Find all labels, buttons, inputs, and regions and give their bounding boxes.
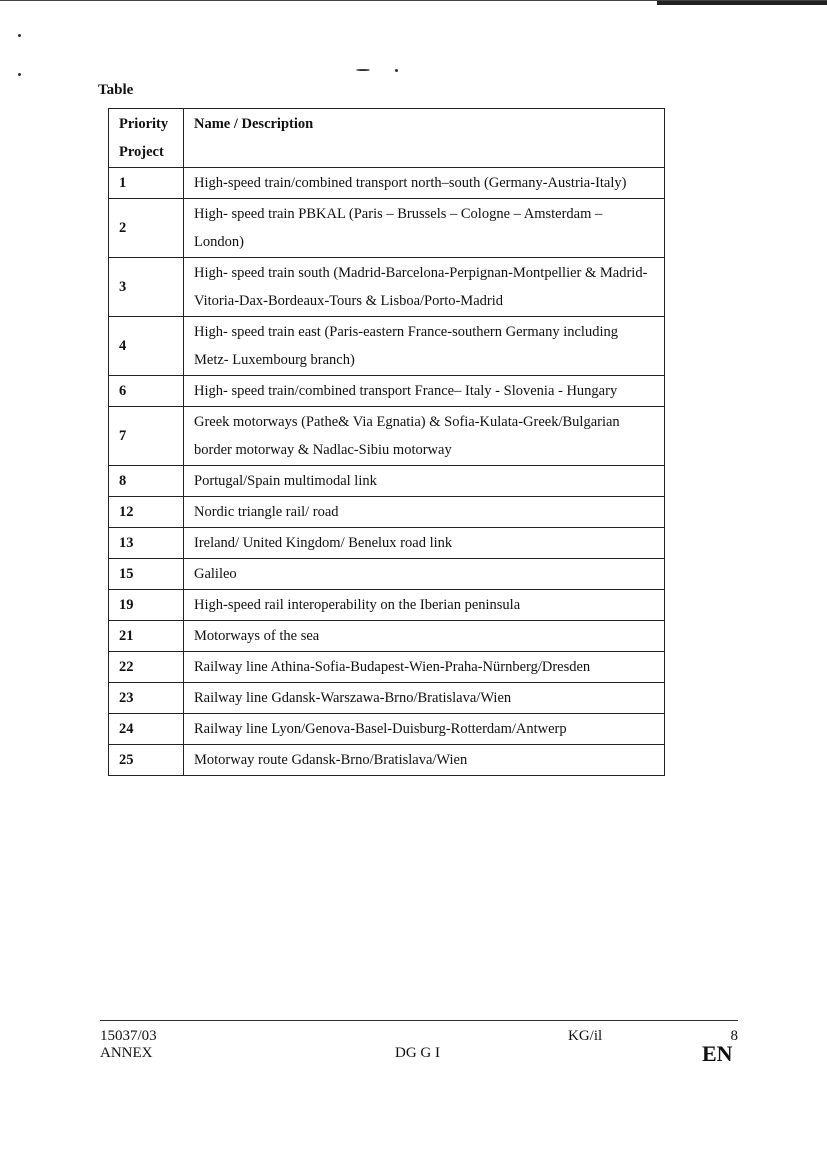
table-row bbox=[109, 683, 665, 714]
project-description: Greek motorways (Pathe& Via Egnatia) & Sofia-Kulata-Greek/Bulgarian border motorway & Nadlac-Sibiu motorway bbox=[184, 407, 665, 466]
priority-number: 19 bbox=[109, 590, 184, 621]
table-row bbox=[109, 466, 665, 497]
project-description: High-speed train/combined transport north–south (Germany-Austria-Italy) bbox=[184, 168, 665, 199]
priority-number: 23 bbox=[109, 683, 184, 714]
project-description: Motorways of the sea bbox=[184, 621, 665, 652]
priority-number: 7 bbox=[109, 407, 184, 466]
language-code: EN bbox=[702, 1041, 733, 1066]
table-body bbox=[109, 168, 665, 776]
priority-number: 21 bbox=[109, 621, 184, 652]
table-row bbox=[109, 317, 665, 376]
priority-number: 1 bbox=[109, 168, 184, 199]
priority-number: 3 bbox=[109, 258, 184, 317]
table-row bbox=[109, 559, 665, 590]
priority-number: 15 bbox=[109, 559, 184, 590]
priority-number: 2 bbox=[109, 199, 184, 258]
table-row bbox=[109, 258, 665, 317]
project-description: High- speed train south (Madrid-Barcelona-Perpignan-Montpellier & Madrid-Vitoria-Dax-Bordeaux-Tours & Lisboa/Porto-Madrid bbox=[184, 258, 665, 317]
table-row bbox=[109, 497, 665, 528]
table-heading: Table bbox=[98, 82, 134, 98]
project-description: Railway line Lyon/Genova-Basel-Duisburg-Rotterdam/Antwerp bbox=[184, 714, 665, 745]
project-description: High- speed train/combined transport France– Italy - Slovenia - Hungary bbox=[184, 376, 665, 407]
scan-speck bbox=[18, 34, 21, 37]
table-row bbox=[109, 407, 665, 466]
priority-number: 4 bbox=[109, 317, 184, 376]
table-row bbox=[109, 528, 665, 559]
directorate-label: DG G I bbox=[395, 1045, 440, 1061]
scan-speck bbox=[356, 69, 370, 71]
scan-speck bbox=[395, 69, 398, 72]
page-number: 8 bbox=[730, 1028, 738, 1044]
priority-number: 12 bbox=[109, 497, 184, 528]
table-row bbox=[109, 652, 665, 683]
table-row bbox=[109, 168, 665, 199]
footer-rule bbox=[100, 1020, 738, 1021]
document-reference: 15037/03 bbox=[100, 1028, 157, 1044]
project-description: High-speed rail interoperability on the Iberian peninsula bbox=[184, 590, 665, 621]
table-row bbox=[109, 714, 665, 745]
priority-number: 24 bbox=[109, 714, 184, 745]
project-description: Railway line Athina-Sofia-Budapest-Wien-Praha-Nürnberg/Dresden bbox=[184, 652, 665, 683]
project-description: Galileo bbox=[184, 559, 665, 590]
priority-number: 6 bbox=[109, 376, 184, 407]
table-row bbox=[109, 199, 665, 258]
project-description: Nordic triangle rail/ road bbox=[184, 497, 665, 528]
table-row bbox=[109, 745, 665, 776]
table-row bbox=[109, 621, 665, 652]
project-description: Ireland/ United Kingdom/ Benelux road link bbox=[184, 528, 665, 559]
scan-speck bbox=[18, 73, 21, 76]
table-header-row bbox=[109, 109, 665, 168]
name-description-header: Name / Description bbox=[184, 109, 665, 168]
table-row bbox=[109, 376, 665, 407]
project-description: Motorway route Gdansk-Brno/Bratislava/Wien bbox=[184, 745, 665, 776]
project-description: Portugal/Spain multimodal link bbox=[184, 466, 665, 497]
priority-number: 8 bbox=[109, 466, 184, 497]
table-row bbox=[109, 590, 665, 621]
project-description: Railway line Gdansk-Warszawa-Brno/Bratislava/Wien bbox=[184, 683, 665, 714]
priority-projects-table bbox=[108, 108, 665, 776]
project-description: High- speed train PBKAL (Paris – Brussels – Cologne – Amsterdam – London) bbox=[184, 199, 665, 258]
author-initials: KG/il bbox=[568, 1028, 603, 1044]
priority-number: 13 bbox=[109, 528, 184, 559]
priority-project-header: Priority Project bbox=[109, 109, 184, 168]
priority-number: 22 bbox=[109, 652, 184, 683]
top-rule bbox=[0, 0, 827, 7]
project-description: High- speed train east (Paris-eastern France-southern Germany including Metz- Luxembourg branch) bbox=[184, 317, 665, 376]
annex-label: ANNEX bbox=[100, 1045, 153, 1061]
priority-number: 25 bbox=[109, 745, 184, 776]
top-rule-bar bbox=[657, 1, 827, 5]
